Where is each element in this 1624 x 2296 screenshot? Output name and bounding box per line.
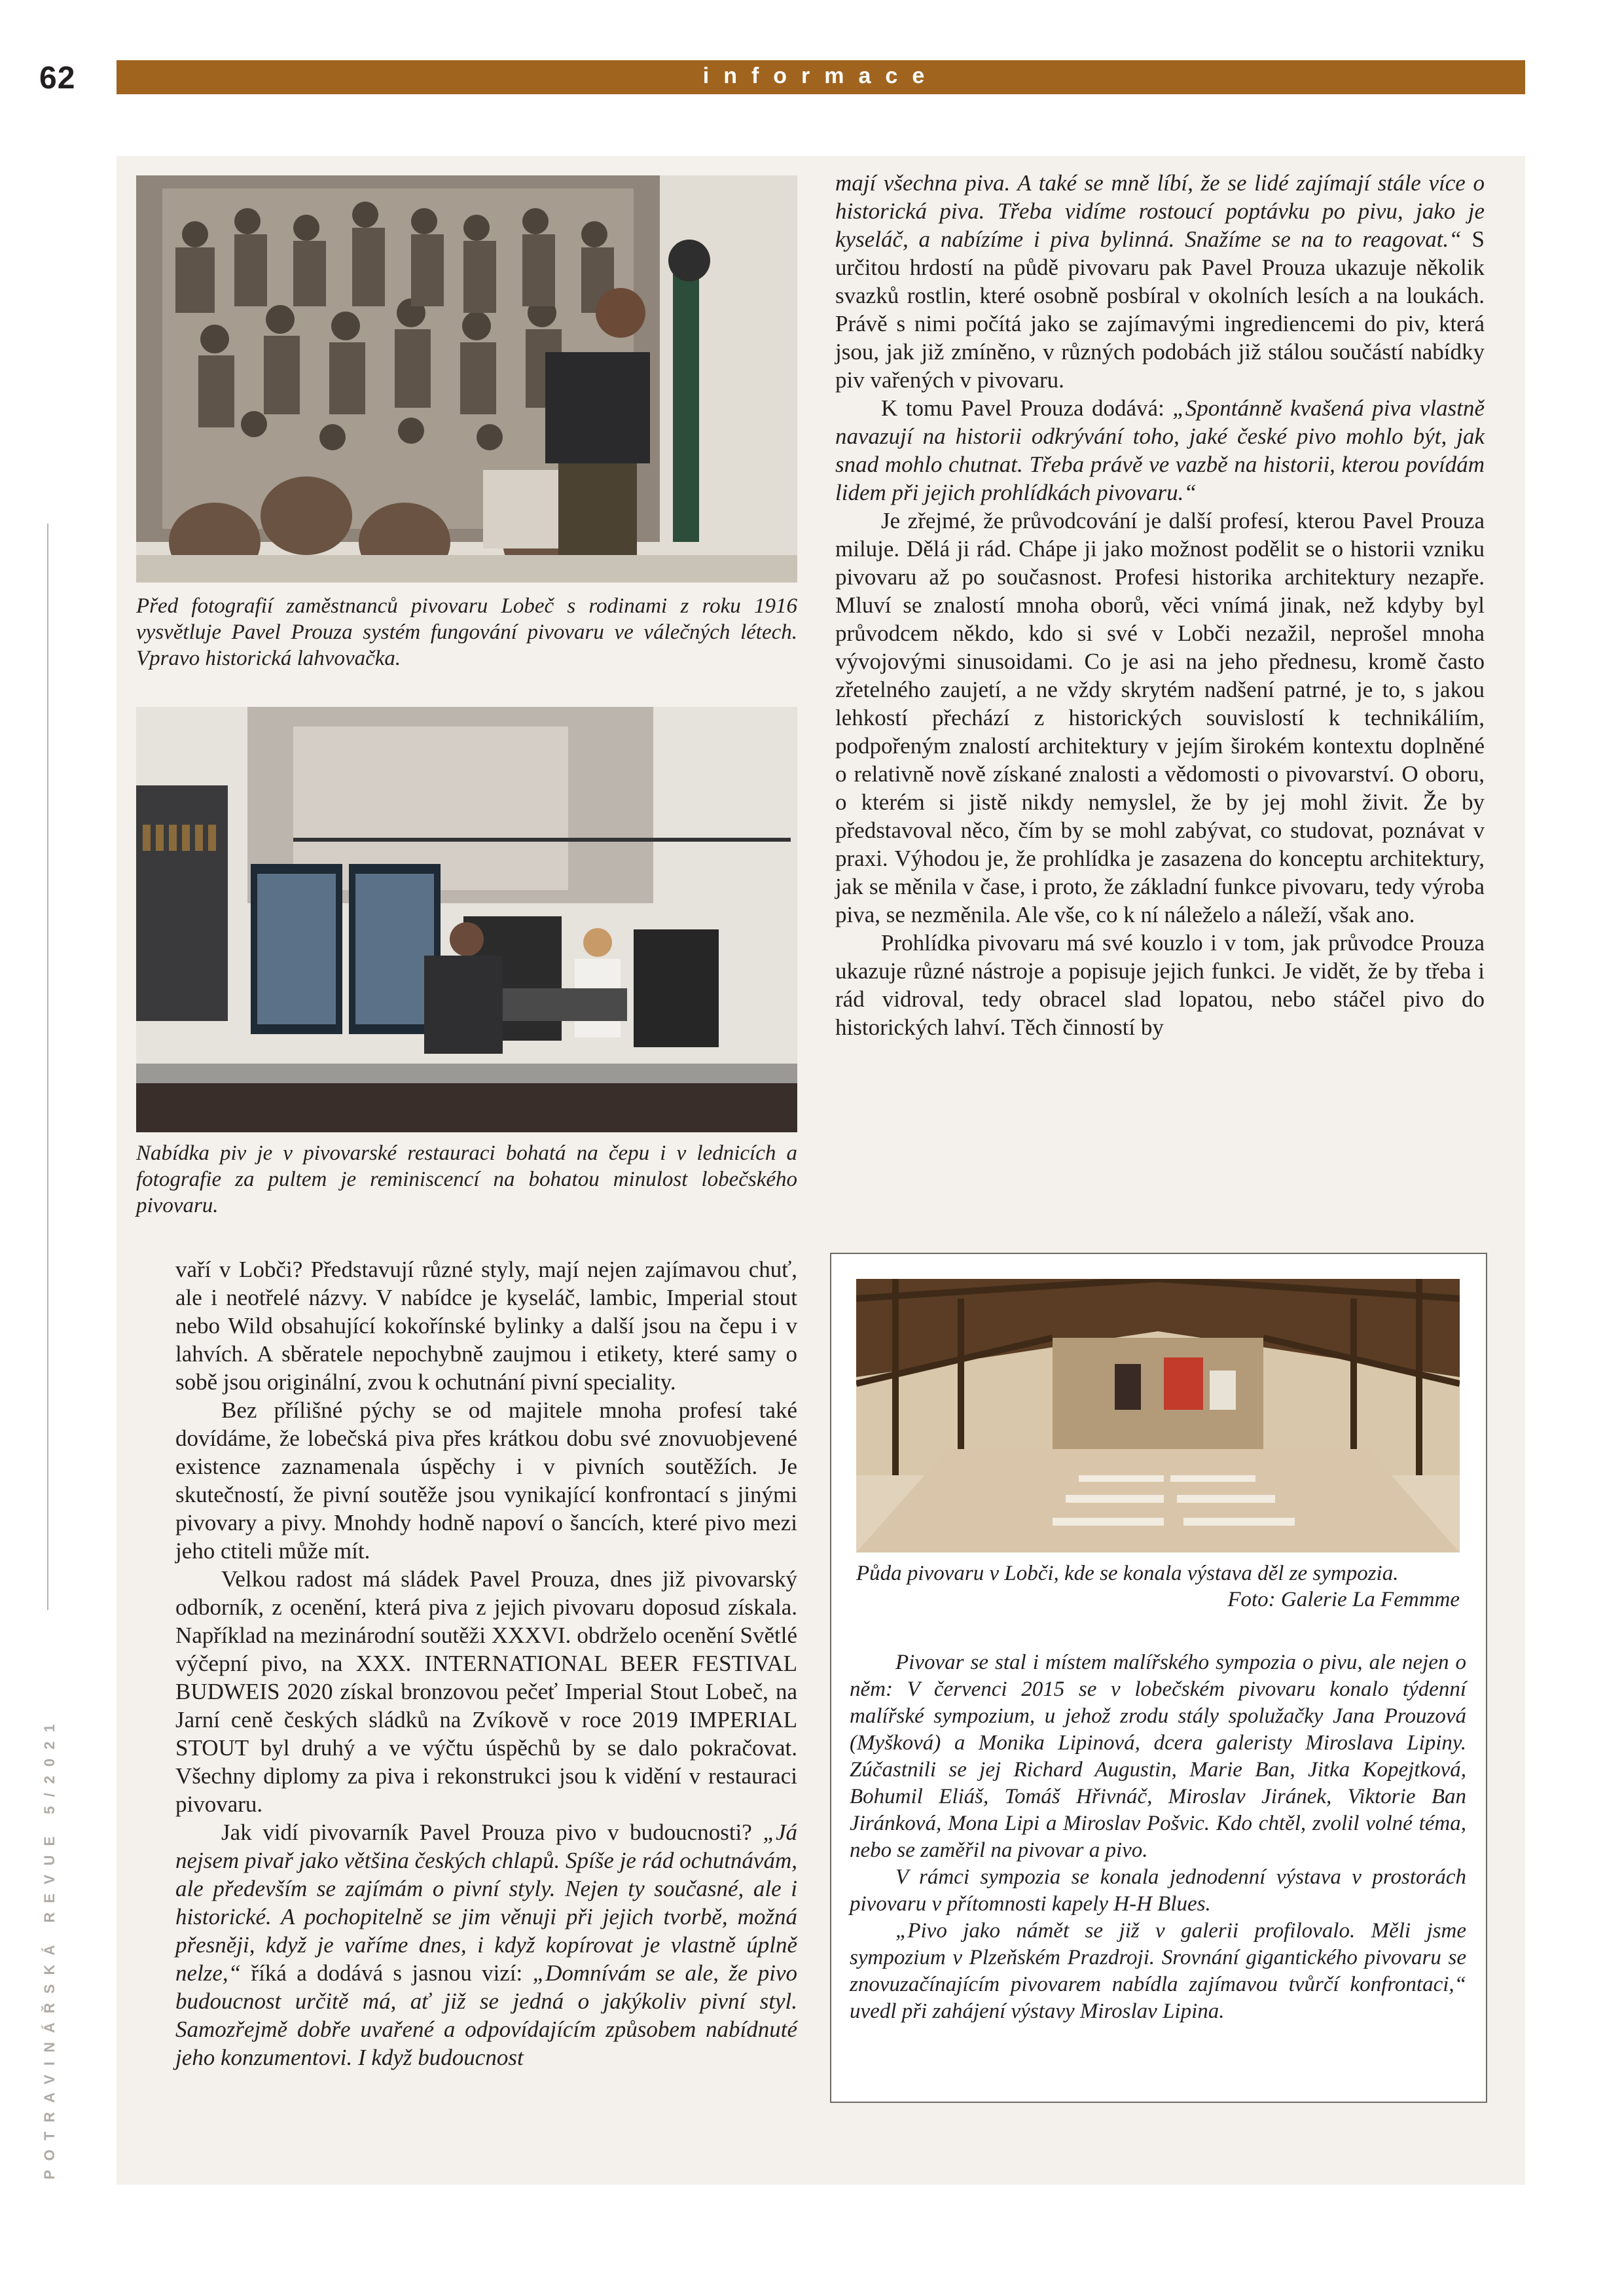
paragraph: Velkou radost má sládek Pavel Prouza, dnes již pivovarský odborník, z ocenění, která piva z jejich pivovaru doposud získala. Například na mezinárodní soutěži XXXVI. obdrželo ocenění Světlé výčepní pivo, na XXX. INTERNATIONAL BEER FESTIVAL BUDWEIS 2020 získal bronzovou pečeť Imperial Stout Lobeč, na Jarní ceně českých sládků na Zvíkově v roce 2019 IMPERIAL STOUT byl druhý a ve výčtu úspěchů by se dalo pokračovat. Všechny diplomy za piva i rekonstrukci jsou k vidění v restauraci pivovaru. <box>175 1566 797 1817</box>
quote: „Spontánně kvašená piva vlastně navazují na historii odkrývání toho, jaké české pivo mohlo být, jak snad mohlo chutnat. Třeba právě ve vazbě na historii, kterou povídám lidem při jejich prohlídkách pivovaru.“ <box>835 395 1485 505</box>
paragraph: vaří v Lobči? Představují různé styly, mají nejen zajímavou chuť, ale i neotřelé názvy. V nabídce je kyseláč, lambic, Imperial stout nebo Wild obsahující kokořínské bylinky a další jsou na čepu i v lahvích. A sběratele nepochybně zaujmou i etikety, které samy o sobě jsou originální, zvou k ochutnání pivní speciality. <box>175 1257 797 1395</box>
box-paragraph: „Pivo jako námět se již v galerii profilovalo. Měli jsme sympozium v Plzeňském Prazdroji. Srovnání gigantického pivovaru se znovuzačínajícím pivovarem nabídla zajímavou tvůrčí konfrontaci,“ uvedl při zahájení výstavy Miroslav Lipina. <box>850 1919 1466 2023</box>
paragraph-text: K tomu Pavel Prouza dodává: <box>881 395 1164 421</box>
paragraph-text: říká a dodává s jasnou vizí: <box>251 1960 523 1986</box>
paragraph <box>835 394 1485 507</box>
paragraph <box>835 169 1485 394</box>
section-title: informace <box>702 63 939 88</box>
photo-brewery-tour <box>136 175 797 583</box>
left-column-text <box>175 1255 797 2072</box>
symposium-box <box>830 1253 1487 2103</box>
photo2-caption: Nabídka piv je v pivovarské restauraci bohatá na čepu i v lednicích a fotografie za pultem je reminiscencí na bohatou minulost lobečského pivovaru. <box>136 1141 797 1217</box>
paragraph-text: Jak vidí pivovarník Pavel Prouza pivo v budoucnosti? <box>221 1820 752 1845</box>
photo-brewery-attic <box>856 1279 1460 1552</box>
box-text <box>850 1649 1466 2025</box>
paragraph: Prohlídka pivovaru má své kouzlo i v tom, jak průvodce Prouza ukazuje různé nástroje a popisuje jejich funkci. Je vidět, že by třeba i rád vidroval, tedy obracel slad lopatou, nebo stáčel pivo do historických lahví. Těch činností by <box>835 930 1485 1040</box>
box-paragraph: Pivovar se stal i místem malířského sympozia o pivu, ale nejen o něm: V červenci 2015 se v lobečském pivovaru konalo týdenní malířské sympozium, u jehož zrodu stály spolužačky Jana Prouzová (Myšková) a Monika Lipinová, dcera galeristy Miroslava Lipiny. Zúčastnili se jej Richard Augustin, Marie Ban, Jitka Kopejtková, Bohumil Eliáš, Tomáš Hřivnáč, Miroslav Jiránek, Viktorie Ban Jiránková, Mona Lipi a Miroslav Pošvic. Kdo chtěl, zvolil volné téma, nebo se zaměřil na pivovar a pivo. <box>850 1651 1466 1862</box>
paragraph: Je zřejmé, že průvodcování je další profesí, kterou Pavel Prouza miluje. Dělá ji rád. Chápe ji jako možnost podělit se o historii vzniku pivovaru až po současnost. Profesi historika architektury nezapře. Mluví se znalostí mnoha oborů, věci vnímá jinak, než kdyby byl průvodcem někdo, kdo si své v Lobči nezažil, neprošel mnoha vývojovými sinusoidami. Co je asi na jeho přednesu, kromě často zřetelného zaujetí, a ne vždy skrytém nadšení patrné, je to, s jakou lehkostí přechází z historických souvislostí k technikáliím, podpořeným znalostí architektury v jejím širokém kontextu doplněné o relativně nově získané znalosti a vědomosti o pivovarství. O oboru, o kterém si jistě nikdy nemyslel, že by jej mohl živit. Že by představoval něco, čím by se mohl zabývat, co studovat, poznávat v praxi. Výhodou je, že prohlídka je zasazena do konceptu architektury, jak se měnila v čase, i proto, že základní funkce pivovaru, tedy výroba piva, se nezměnila. Ale vše, co k ní náleželo a náleží, však ano. <box>835 508 1485 927</box>
photo-credit: Foto: Galerie La Femmme <box>1227 1588 1460 1611</box>
quote: „Domnívám se ale, že pivo budoucnost určitě má, ať již se jedná o jakýkoliv pivní styl. Samozřejmě dobře uvařené a odpovídajícím způsobem nabídnuté jeho konzumentovi. I když budoucnost <box>175 1960 798 2070</box>
box-paragraph: V rámci sympozia se konala jednodenní výstava v prostorách pivovaru v přítomnosti kapely H-H Blues. <box>850 1865 1466 1916</box>
quote: „Já nejsem pivař jako většina českých chlapů. Spíše je rád ochutnávám, ale především se zajímám o pivní styly. Nejen ty současné, ale i historické. A pochopitelně se jim věnuji při jejich tvorbě, možná přesněji, když je vaříme dnes, i když kopírovat je vlastně úplně nelze,“ <box>175 1820 797 1986</box>
photo-brewery-restaurant <box>136 707 797 1132</box>
photo3-caption <box>856 1560 1460 1613</box>
right-column-text <box>835 169 1485 1041</box>
quote: mají všechna piva. A také se mně líbí, že se lidé zajímají stále více o historická piva. Třeba vidíme rostoucí poptávku po pivu, jako je kyseláč, a nabízíme i piva bylinná. Snažíme se na to reagovat.“ <box>835 170 1485 252</box>
photo1-caption: Před fotografií zaměstnanců pivovaru Lobeč s rodinami z roku 1916 vysvětluje Pavel Prouza systém fungování pivovaru ve válečných létech. Vpravo historická lahvovačka. <box>136 594 797 670</box>
side-label: POTRAVINÁŘSKÁ REVUE 5/2021 <box>41 1715 58 2179</box>
section-header-bar <box>117 60 1525 94</box>
side-rule <box>47 524 48 1610</box>
paragraph-text: S určitou hrdostí na půdě pivovaru pak Pavel Prouza ukazuje několik svazků rostlin, které osobně posbíral v okolních lesích a na loukách. Právě s nimi počítá jako se zajímavými ingrediencemi do piv, která jsou, jak již zmíněno, v různých podobách již stálou součástí nabídky piv vařených v pivovaru. <box>835 226 1485 393</box>
page-number: 62 <box>39 61 76 96</box>
paragraph <box>175 1818 797 2072</box>
paragraph: Bez přílišné pýchy se od majitele mnoha profesí také dovídáme, že lobečská piva přes krátkou dobu své znovuobjevené existence zaznamenala úspěchy i v pivních soutěžích. Je skutečností, že pivní soutěže jsou vynikající konfrontací s jinými pivovary a pivy. Mnohdy hodně napoví o šancích, které pivo mezi jeho ctiteli může mít. <box>175 1397 797 1564</box>
caption-text: Půda pivovaru v Lobči, kde se konala výstava děl ze sympozia. <box>856 1562 1399 1585</box>
